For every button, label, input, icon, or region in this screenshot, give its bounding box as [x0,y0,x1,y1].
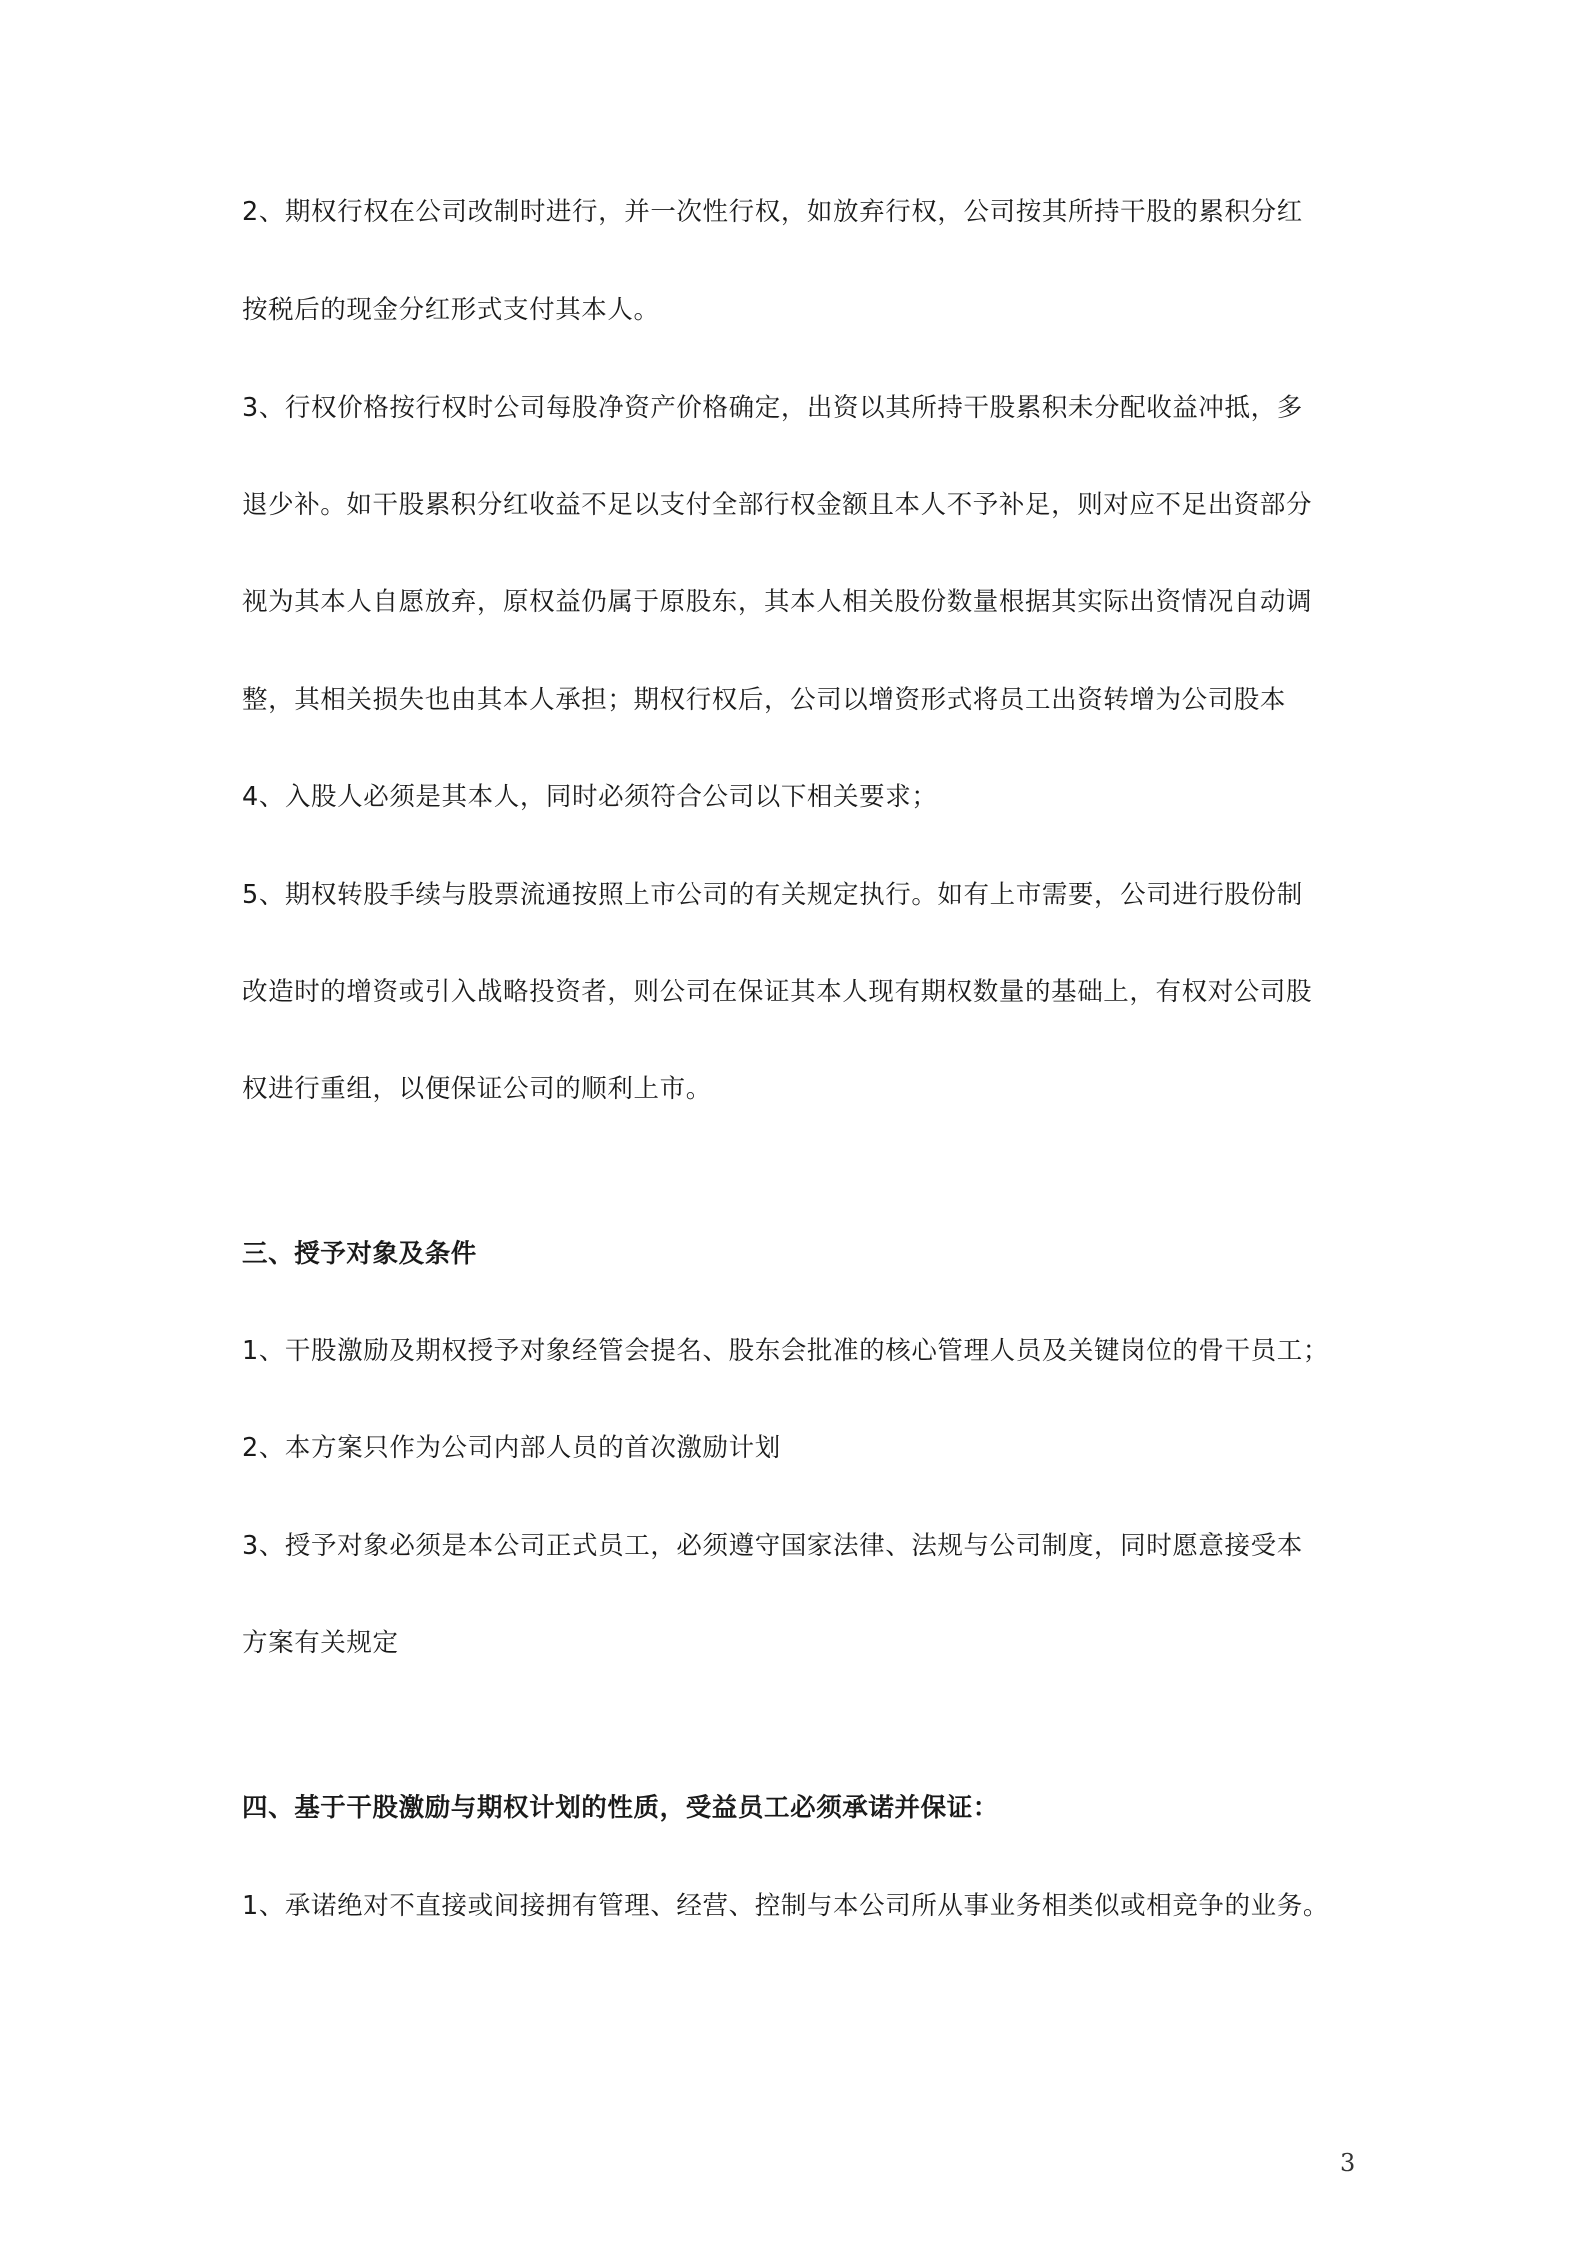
paragraph-line: 方案有关规定 [242,1628,399,1658]
paragraph-line: 2、本方案只作为公司内部人员的首次激励计划 [242,1433,781,1463]
paragraph-line: 3、授予对象必须是本公司正式员工，必须遵守国家法律、法规与公司制度，同时愿意接受本 [242,1531,1303,1561]
paragraph-line: 1、承诺绝对不直接或间接拥有管理、经营、控制与本公司所从事业务相类似或相竞争的业务。 [242,1891,1329,1921]
paragraph-line: 1、干股激励及期权授予对象经管会提名、股东会批准的核心管理人员及关键岗位的骨干员工； [242,1336,1329,1366]
page-number: 3 [1340,2149,1356,2177]
paragraph-line: 改造时的增资或引入战略投资者，则公司在保证其本人现有期权数量的基础上，有权对公司股 [242,977,1313,1007]
paragraph-line: 3、行权价格按行权时公司每股净资产价格确定，出资以其所持干股累积未分配收益冲抵，多 [242,393,1303,423]
paragraph-line: 5、期权转股手续与股票流通按照上市公司的有关规定执行。如有上市需要，公司进行股份制 [242,880,1303,910]
paragraph-line: 退少补。如干股累积分红收益不足以支付全部行权金额且本人不予补足，则对应不足出资部分 [242,490,1313,520]
paragraph-line: 视为其本人自愿放弃，原权益仍属于原股东，其本人相关股份数量根据其实际出资情况自动调 [242,587,1313,617]
paragraph-line: 2、期权行权在公司改制时进行，并一次性行权，如放弃行权，公司按其所持干股的累积分红 [242,197,1303,227]
paragraph-line: 整，其相关损失也由其本人承担；期权行权后，公司以增资形式将员工出资转增为公司股本 [242,685,1287,715]
section-heading-4: 四、基于干股激励与期权计划的性质，受益员工必须承诺并保证： [242,1793,999,1823]
paragraph-line: 权进行重组，以便保证公司的顺利上市。 [242,1074,712,1104]
paragraph-line: 4、入股人必须是其本人，同时必须符合公司以下相关要求； [242,782,938,812]
paragraph-line: 按税后的现金分红形式支付其本人。 [242,295,660,325]
section-heading-3: 三、授予对象及条件 [242,1239,477,1269]
